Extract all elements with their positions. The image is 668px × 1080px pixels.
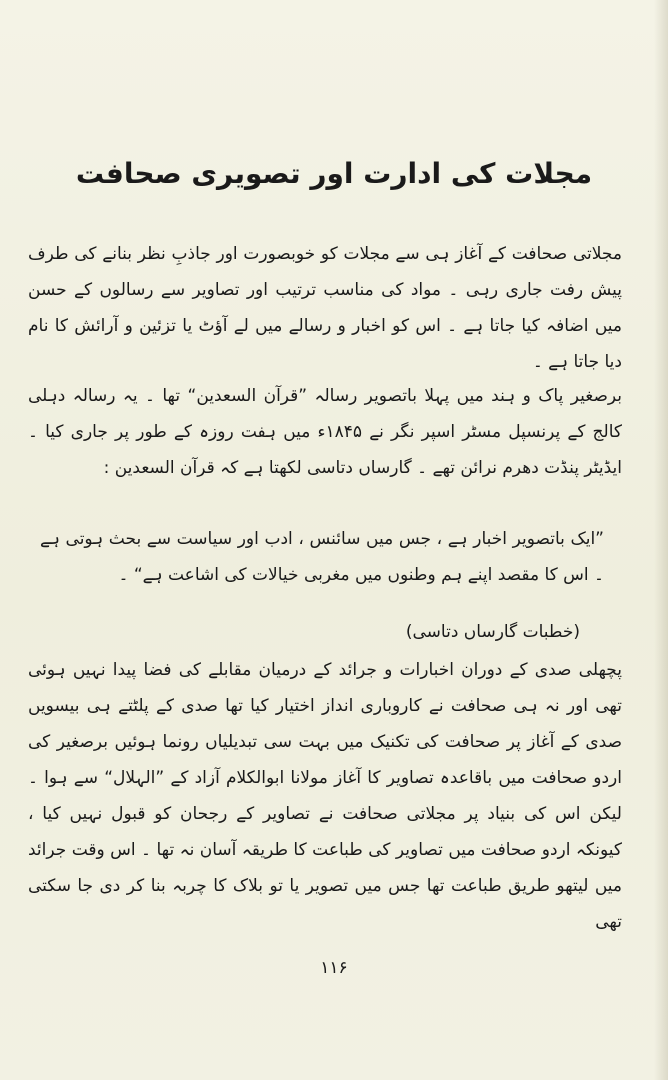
paragraph-text: پچھلی صدی کے دوران اخبارات و جرائد کے درمیان مقابلے کی فضا پیدا نہیں ہوئی تھی اور نہ ہی صحافت نے کاروباری انداز اختیار کیا تھا صدی کے پلٹتے ہی بیسویں صدی کے آغاز پر صحافت کی تکنیک میں بہت سی تبدیلیاں رونما ہوئیں برصغیر کی اردو صحافت میں باقاعدہ تصاویر کا آغاز مولانا ابوالکلام آزاد کے ”الہلال“ سے ہوا ۔ لیکن اس کی بنیاد پر مجلاتی صحافت نے تصاویر کے رجحان کو قبول نہیں کیا ، کیونکہ اردو صحافت میں تصاویر کی طباعت کا طریقہ آسان نہ تھا ۔ اس وقت جرائد میں لیتھو طریق طباعت تھا جس میں تصویر یا تو بلاک کا چربہ بنا کر دی جا سکتی تھی xyxy=(28,660,622,932)
paragraph-first-illustrated-magazine xyxy=(28,378,622,486)
quote-text: ”ایک باتصویر اخبار ہے ، جس میں سائنس ، ادب اور سیاست سے بحث ہوتی ہے ۔ اس کا مقصد اپنے ہم وطنوں میں مغربی خیالات کی اشاعت ہے“ ۔ xyxy=(40,529,604,585)
paragraph-intro xyxy=(28,236,622,380)
paragraph-text: مجلاتی صحافت کے آغاز ہی سے مجلات کو خوبصورت اور جاذبِ نظر بنانے کی طرف پیش رفت جاری رہی ۔ مواد کی مناسب ترتیب اور تصاویر سے رسالوں کے حسن میں اضافہ کیا جاتا ہے ۔ اس کو اخبار و رسالے میں لے آؤٹ یا تزئین و آرائش کا نام دیا جاتا ہے ۔ xyxy=(28,244,622,372)
chapter-title: مجلات کی ادارت اور تصویری صحافت xyxy=(75,157,593,190)
page-number: ۱۱۶ xyxy=(320,958,348,978)
paragraph-twentieth-century xyxy=(28,652,622,940)
block-quote xyxy=(40,521,604,593)
paragraph-text: برصغیر پاک و ہند میں پہلا باتصویر رسالہ ”قرآن السعدین“ تھا ۔ یہ رسالہ دہلی کالج کے پرنسپل مسٹر اسپر نگر نے ۱۸۴۵ء میں ہفت روزہ کے طور پر جاری کیا ۔ ایڈیٹر پنڈت دھرم نرائن تھے ۔ گارساں دتاسی لکھتا ہے کہ قرآن السعدین : xyxy=(28,386,622,478)
page-edge-shadow xyxy=(654,0,668,1080)
quote-citation: (خطبات گارساں دتاسی) xyxy=(405,622,580,642)
